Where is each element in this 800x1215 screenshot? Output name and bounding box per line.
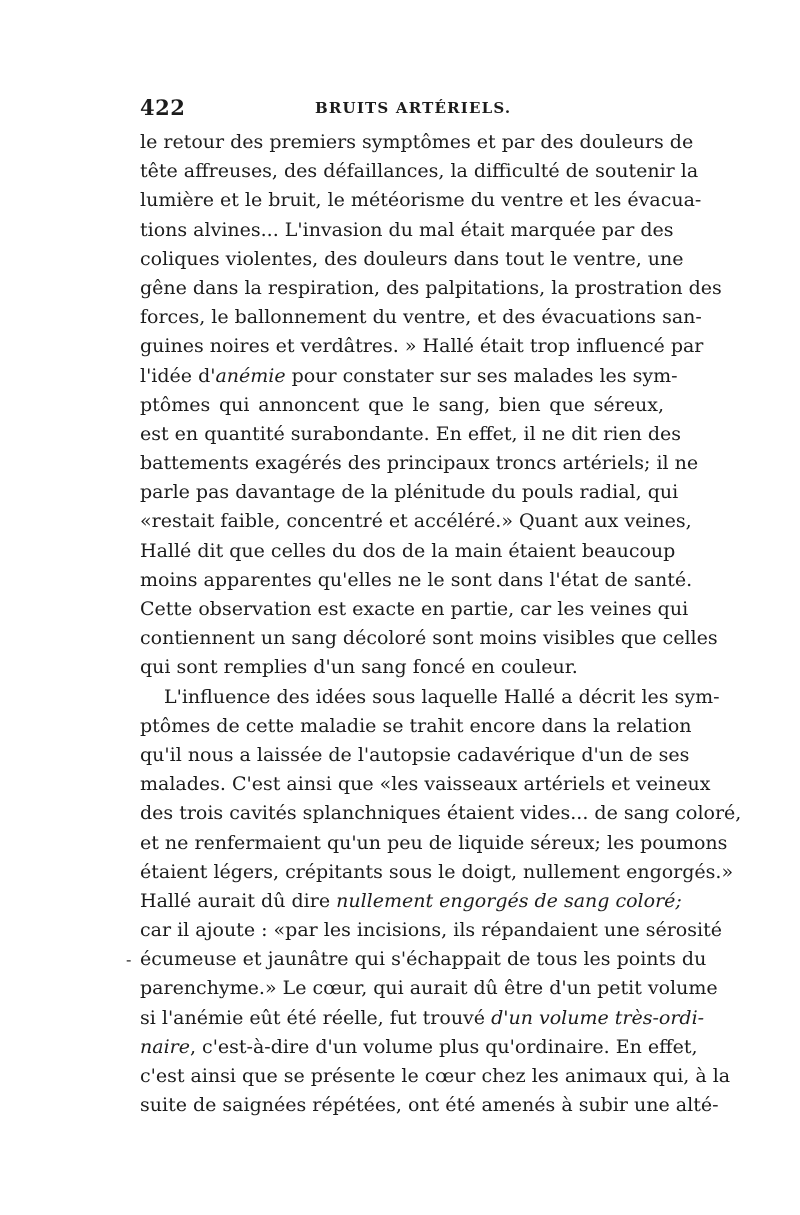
text-line <box>140 274 722 303</box>
line-text: , c'est-à-dire d'un volume plus qu'ordinaire. En effet, <box>189 1035 698 1058</box>
line-text: l'idée d' <box>140 364 216 387</box>
line-text: c'est ainsi que se présente le cœur chez les animaux qui, à la <box>140 1065 731 1087</box>
line-text: ptômes qui annoncent que le sang, bien que séreux, <box>140 393 664 416</box>
line-text: coliques violentes, des douleurs dans tout le ventre, une <box>140 247 684 270</box>
line-text: contiennent un sang décoloré sont moins visibles que celles <box>140 627 718 650</box>
line-text: gêne dans la respiration, des palpitations, la prostration des <box>140 276 722 299</box>
body-text <box>126 128 742 1120</box>
line-text: lumière et le bruit, le météorisme du ventre et les évacua- <box>140 189 702 212</box>
line-text: moins apparentes qu'elles ne le sont dans l'état de santé. <box>140 568 693 591</box>
line-text: le retour des premiers symptômes et par des douleurs de <box>140 131 694 153</box>
line-text: ptômes de cette maladie se trahit encore dans la relation <box>140 714 692 737</box>
text-line <box>140 770 711 799</box>
line-text: est en quantité surabondante. En effet, il ne dit rien des <box>140 422 682 445</box>
page-header <box>140 95 664 125</box>
line-text: parenchyme.» Le cœur, qui aurait dû être d'un petit volume <box>140 977 718 1000</box>
text-line <box>140 303 702 332</box>
text-line <box>140 799 742 828</box>
text-line <box>140 245 684 274</box>
text-line <box>140 507 692 536</box>
running-head: BRUITS ARTÉRIELS. <box>315 99 512 117</box>
italic-text: anémie <box>215 364 286 387</box>
line-text: si l'anémie eût été réelle, fut trouvé <box>140 1006 492 1029</box>
text-line <box>140 741 690 770</box>
text-line <box>140 624 718 653</box>
text-line <box>140 186 702 215</box>
text-line <box>140 1062 731 1091</box>
line-text: écumeuse et jaunâtre qui s'échappait de tous les points du <box>140 948 707 971</box>
page-number: 422 <box>140 95 186 120</box>
text-line <box>140 362 678 391</box>
line-text: étaient légers, crépitants sous le doigt, nullement engorgés.» <box>140 860 734 883</box>
line-text: suite de saignées répétées, ont été amenés à subir une alté- <box>140 1094 719 1117</box>
line-text: car il ajoute : «par les incisions, ils répandaient une sérosité <box>140 919 722 942</box>
text-line <box>140 566 693 595</box>
italic-text: nullement engorgés de sang coloré; <box>336 889 682 912</box>
text-line <box>140 829 728 858</box>
line-text: parle pas davantage de la plénitude du pouls radial, qui <box>140 481 679 504</box>
line-text: Hallé aurait dû dire <box>140 889 337 912</box>
text-line <box>140 595 689 624</box>
line-text: L'influence des idées sous laquelle Hallé a décrit les sym- <box>164 685 720 708</box>
line-text: battements exagérés des principaux troncs artériels; il ne <box>140 452 699 475</box>
line-text: tions alvines... L'invasion du mal était marquée par des <box>140 218 674 241</box>
line-text: pour constater sur ses malades les sym- <box>285 364 678 387</box>
text-line <box>140 391 664 420</box>
text-line <box>140 420 682 449</box>
text-line <box>140 858 734 887</box>
italic-text: naire <box>140 1035 190 1058</box>
line-text: des trois cavités splanchniques étaient vides... de sang coloré, <box>140 802 742 825</box>
line-text: qui sont remplies d'un sang foncé en couleur. <box>140 656 578 679</box>
text-line <box>140 1033 698 1062</box>
text-line <box>140 653 664 682</box>
line-text: forces, le ballonnement du ventre, et des évacuations san- <box>140 306 702 329</box>
line-text: et ne renfermaient qu'un peu de liquide séreux; les poumons <box>140 831 728 854</box>
margin-mark: - <box>126 950 132 970</box>
line-text: Cette observation est exacte en partie, car les veines qui <box>140 598 689 620</box>
text-line <box>140 887 682 916</box>
text-line <box>140 128 694 157</box>
line-text: «restait faible, concentré et accéléré.» Quant aux veines, <box>140 510 692 533</box>
line-text: qu'il nous a laissée de l'autopsie cadavérique d'un de ses <box>140 743 690 766</box>
line-text: tête affreuses, des défaillances, la difficulté de soutenir la <box>140 160 699 183</box>
text-line <box>140 683 720 712</box>
line-text: guines noires et verdâtres. » Hallé était trop influencé par <box>140 335 704 358</box>
text-line <box>140 449 699 478</box>
text-line <box>140 157 699 186</box>
text-line <box>140 332 704 361</box>
text-line <box>140 216 674 245</box>
line-text: Hallé dit que celles du dos de la main étaient beaucoup <box>140 539 676 562</box>
line-text: malades. C'est ainsi que «les vaisseaux artériels et veineux <box>140 773 711 796</box>
italic-text: d'un volume très-ordi- <box>491 1006 705 1029</box>
text-line <box>140 1004 705 1033</box>
text-line <box>140 537 676 566</box>
text-line <box>140 974 718 1003</box>
text-line <box>140 478 679 507</box>
text-line <box>126 945 707 974</box>
text-line <box>140 1091 719 1120</box>
text-line <box>140 916 722 945</box>
text-line <box>140 712 692 741</box>
